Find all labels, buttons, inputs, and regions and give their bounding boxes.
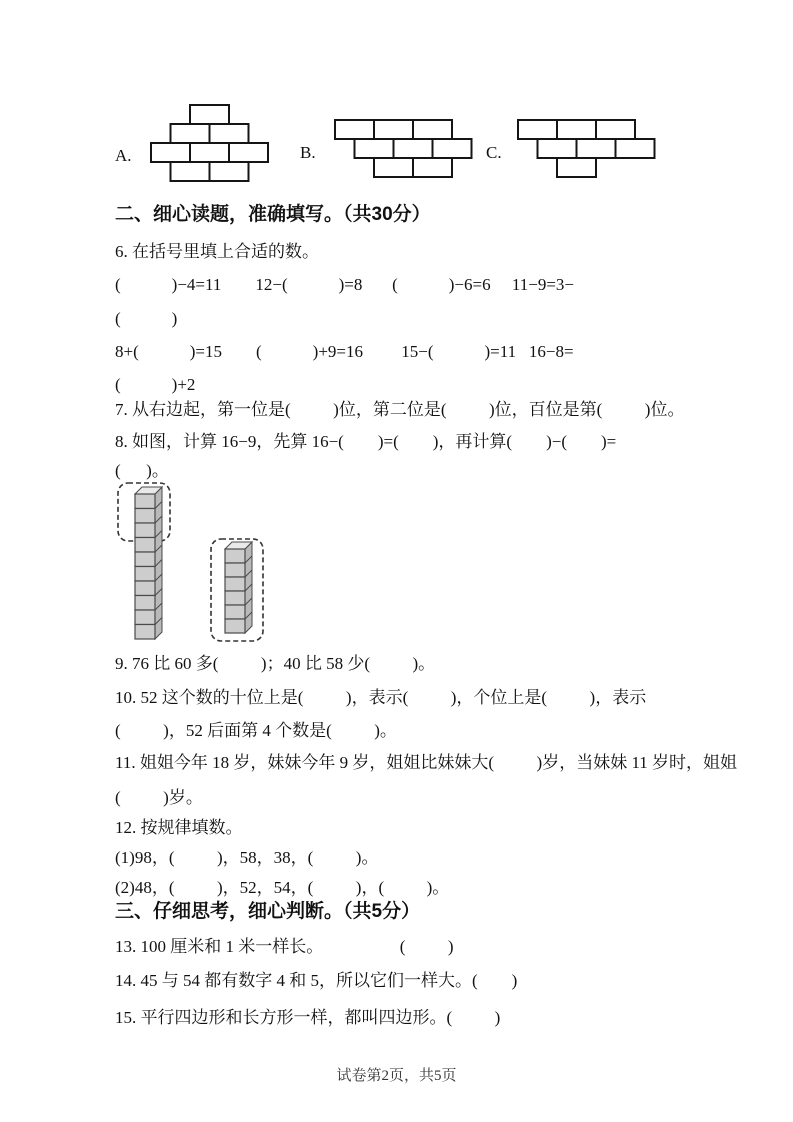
- question-11-line-2: ( )岁。: [115, 788, 203, 807]
- section-3-heading: 三、仔细思考，细心判断。（共5分）: [115, 901, 421, 922]
- question-12-part-2: (2)48，( )，52，54，( )，( )。: [115, 878, 450, 897]
- question-14: 14. 45 与 54 都有数字 4 和 5，所以它们一样大。( ): [115, 971, 518, 990]
- option-c-label: C.: [486, 143, 502, 162]
- question-15: 15. 平行四边形和长方形一样，都叫四边形。( ): [115, 1008, 501, 1027]
- q6-equation-row-1-cont: ( ): [115, 309, 178, 328]
- question-10-line-2: ( )，52 后面第 4 个数是( )。: [115, 721, 397, 740]
- q6-equation-row-1: ( )−4=11 12−( )=8 ( )−6=6 11−9=3−: [115, 275, 574, 294]
- question-7: 7. 从右边起，第一位是( )位，第二位是( )位，百位是第( )位。: [115, 400, 685, 419]
- question-9: 9. 76 比 60 多( )；40 比 58 少( )。: [115, 654, 436, 673]
- question-13: 13. 100 厘米和 1 米一样长。 ( ): [115, 937, 454, 956]
- question-10-line-1: 10. 52 这个数的十位上是( )，表示( )，个位上是( )，表示: [115, 688, 647, 707]
- question-12-stem: 12. 按规律填数。: [115, 818, 243, 837]
- page-number-footer: 试卷第2页，共5页: [336, 1068, 457, 1084]
- brick-figure-b: [334, 119, 474, 180]
- section-2-heading: 二、细心读题，准确填写。（共30分）: [115, 204, 431, 225]
- option-a-label: A.: [115, 146, 132, 165]
- brick-figure-a: [150, 104, 271, 184]
- question-8-cont: ( )。: [115, 461, 169, 480]
- question-8: 8. 如图，计算 16−9，先算 16−( )=( )，再计算( )−( )=: [115, 432, 617, 451]
- q6-equation-row-2: 8+( )=15 ( )+9=16 15−( )=11 16−8=: [115, 342, 574, 361]
- question-12-part-1: (1)98，( )，58，38，( )。: [115, 848, 379, 867]
- option-b-label: B.: [300, 143, 316, 162]
- question-11-line-1: 11. 姐姐今年 18 岁，妹妹今年 9 岁，姐姐比妹妹大( )岁，当妹妹 11 岁时，姐姐: [115, 753, 738, 772]
- brick-figure-c: [517, 119, 657, 180]
- cube-towers-figure: [112, 478, 277, 650]
- question-6-stem: 6. 在括号里填上合适的数。: [115, 242, 319, 261]
- q6-equation-row-2-cont: ( )+2: [115, 375, 196, 394]
